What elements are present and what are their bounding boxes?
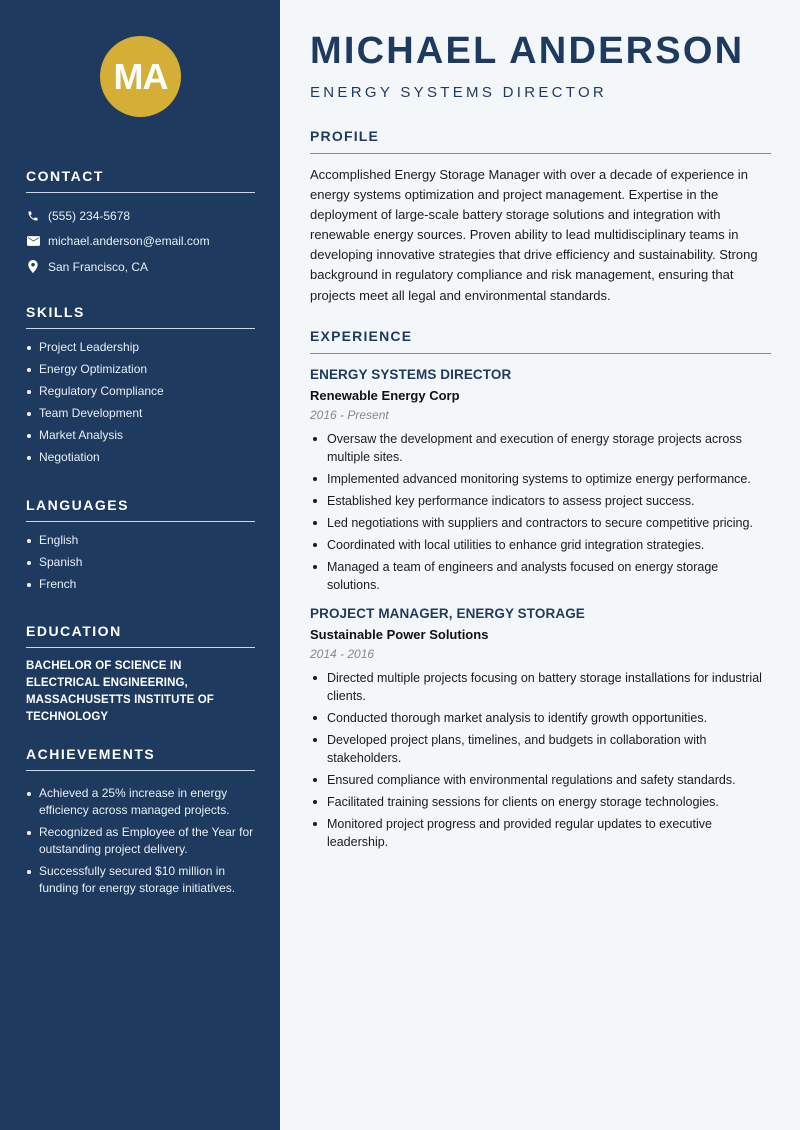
achievements-list <box>26 785 255 897</box>
candidate-role: ENERGY SYSTEMS DIRECTOR <box>310 84 608 101</box>
job-bullet: Established key performance indicators to assess project success. <box>310 492 771 510</box>
language-item: English <box>26 532 255 549</box>
job-dates: 2014 - 2016 <box>310 647 375 661</box>
job-entry <box>310 606 771 851</box>
achievement-item: Recognized as Employee of the Year for outstanding project delivery. <box>26 824 255 858</box>
job-bullet: Implemented advanced monitoring systems to optimize energy performance. <box>310 470 771 488</box>
avatar <box>100 36 181 117</box>
skill-item: Project Leadership <box>26 339 255 356</box>
job-bullet: Directed multiple projects focusing on battery storage installations for industrial clients. <box>310 669 771 705</box>
skill-item: Negotiation <box>26 449 255 466</box>
education-heading: EDUCATION <box>26 623 255 648</box>
location-text: San Francisco, CA <box>48 259 149 274</box>
job-bullet: Coordinated with local utilities to enhance grid integration strategies. <box>310 536 771 554</box>
location-pin-icon <box>26 260 40 274</box>
job-bullet: Conducted thorough market analysis to identify growth opportunities. <box>310 709 771 727</box>
job-company: Renewable Energy Corp <box>310 388 460 403</box>
candidate-name: MICHAEL ANDERSON <box>310 30 745 72</box>
email-icon <box>26 234 40 248</box>
sidebar <box>0 0 280 1130</box>
skill-item: Regulatory Compliance <box>26 383 255 400</box>
contact-email <box>26 229 255 255</box>
education-section <box>26 623 255 726</box>
email-text[interactable]: michael.anderson@email.com <box>48 234 210 249</box>
experience-section <box>310 328 771 855</box>
job-bullets <box>310 669 771 851</box>
achievement-item: Successfully secured $10 million in funding for energy storage initiatives. <box>26 863 255 897</box>
job-bullet: Developed project plans, timelines, and budgets in collaboration with stakeholders. <box>310 731 771 767</box>
job-bullet: Managed a team of engineers and analysts focused on energy storage solutions. <box>310 558 771 594</box>
language-item: Spanish <box>26 554 255 571</box>
education-degree: BACHELOR OF SCIENCE IN ELECTRICAL ENGINEERING, MASSACHUSETTS INSTITUTE OF TECHNOLOGY <box>26 660 214 723</box>
avatar-initials: MA <box>113 55 168 97</box>
job-title: PROJECT MANAGER, ENERGY STORAGE <box>310 606 585 621</box>
job-company: Sustainable Power Solutions <box>310 627 489 642</box>
achievements-section <box>26 746 255 902</box>
skill-item: Energy Optimization <box>26 361 255 378</box>
job-bullet: Monitored project progress and provided regular updates to executive leadership. <box>310 815 771 851</box>
skills-list <box>26 339 255 466</box>
contact-section <box>26 168 255 280</box>
language-item: French <box>26 576 255 593</box>
languages-section <box>26 497 255 598</box>
profile-heading: PROFILE <box>310 128 771 154</box>
contact-phone <box>26 203 255 229</box>
job-entry <box>310 367 771 594</box>
experience-heading: EXPERIENCE <box>310 328 771 354</box>
contact-heading: CONTACT <box>26 168 255 193</box>
profile-section <box>310 128 771 306</box>
skills-heading: SKILLS <box>26 304 255 329</box>
job-dates: 2016 - Present <box>310 408 389 422</box>
achievements-heading: ACHIEVEMENTS <box>26 746 255 771</box>
phone-text: (555) 234-5678 <box>48 208 131 223</box>
skill-item: Market Analysis <box>26 427 255 444</box>
languages-heading: LANGUAGES <box>26 497 255 522</box>
job-title: ENERGY SYSTEMS DIRECTOR <box>310 367 512 382</box>
skills-section <box>26 304 255 471</box>
achievement-item: Achieved a 25% increase in energy efficiency across managed projects. <box>26 785 255 819</box>
job-bullet: Oversaw the development and execution of energy storage projects across multiple sites. <box>310 430 771 466</box>
languages-list <box>26 532 255 593</box>
contact-location <box>26 254 255 280</box>
job-bullets <box>310 430 771 594</box>
job-bullet: Facilitated training sessions for clients on energy storage technologies. <box>310 793 771 811</box>
profile-text: Accomplished Energy Storage Manager with over a decade of experience in energy systems optimization and project management. Expertise in the deployment of large-scale battery storage solutions and integration with renewable energy sources. Proven ability to lead multidisciplinary teams in developing innovative strategies that drive efficiency and sustainability. Strong background in regulatory compliance and risk management, ensuring that projects meet all legal and environmental standards. <box>310 167 758 303</box>
phone-icon <box>26 209 40 223</box>
job-bullet: Led negotiations with suppliers and contractors to secure competitive pricing. <box>310 514 771 532</box>
skill-item: Team Development <box>26 405 255 422</box>
job-bullet: Ensured compliance with environmental regulations and safety standards. <box>310 771 771 789</box>
